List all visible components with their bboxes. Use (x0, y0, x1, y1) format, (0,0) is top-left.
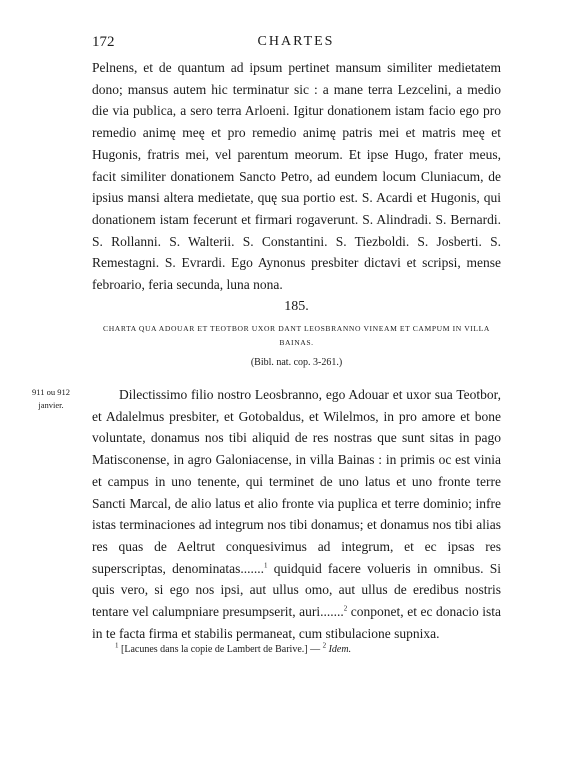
footnote-reference-1: 1 (263, 561, 268, 570)
footnote-1: [Lacunes dans la copie de Lambert de Barive.] — (121, 644, 321, 655)
footnote-mark-2: 2 (322, 641, 327, 650)
running-title: CHARTES (257, 34, 335, 49)
footnotes (115, 641, 501, 655)
charter-text-part-1: Dilectissimo filio nostro Leosbranno, ego Adouar et uxor sua Teotbor, et Adalelmus presbiter, et Gotobaldus, et Wilelmos, in pro amore et bone voluntate, donamus nos tibi aliquid de res nostras que sunt sitas in pago Matisconense, in agro Galoniacense, in villa Bainas : in primis oc est vinia et campus in uno tenente, qui terminet de uno latus et uno fronte terre Sancti Marcal, de alio latus et alio fronte via puplica et terre dominio; infre istas terminaciones ad integrum nos tibi donamus; et donamus nos tibi alias res quas de Aeltrut conquesivimus ad integrum, et ec ipsas res superscriptas, denominatas....... (92, 387, 501, 576)
page-header (92, 34, 500, 52)
charter-title: CHARTA QUA ADOUAR ET TEOTBOR UXOR DANT LEOSBRANNO VINEAM ET CAMPUM IN VILLA BAINAS. (103, 324, 490, 347)
charter-text-part-2: quidquid facere volueris in omnibus. Si quis vero, si ego nos ipsi, aut ullus omo, aut ullus de eredibus nostris tentare vel calumpniare presumpserit, auri....... (92, 560, 501, 620)
continued-charter-paragraph: Pelnens, et de quantum ad ipsum pertinet mansum similiter medietatem dono; mansus autem hic terminatur sic : a mane terra Lezcelini, a medio die via publica, a sero terra Arloeni. Igitur donationem istam facio ego pro remedio animę meę et pro remedio animę patris mei et matris meę et Hugonis, fratris mei, vel parentum meorum. Et ipse Hugo, frater meus, facit similiter donationem Sancto Petro, ad eundem locum Cluniacum, de ipsius mansi altera medietate, quę sua portio est. S. Acardi et Hugonis, qui donationem istam fecerunt et firmari rogaverunt. S. Alindradi. S. Bernardi. S. Rollanni. S. Walterii. S. Constantini. S. Tiezboldi. S. Josberti. S. Remestagni. S. Evrardi. Ego Aynonus presbiter dictavi et scripsi, mense febroario, feria secunda, luna nona. (92, 60, 501, 293)
footnote-2: Idem. (328, 644, 352, 655)
page-number: 172 (92, 34, 115, 50)
charter-text-part-3: conponet, et ec donacio ista in te facta firma et stabilis permaneat, cum stibulacione supnixa. (92, 604, 501, 641)
footnote-reference-2: 2 (343, 604, 348, 613)
charter-source: (Bibl. nat. cop. 3-261.) (250, 357, 343, 368)
charter-text-paragraph (92, 384, 501, 644)
margin-date-year: 911 ou 912 (32, 387, 70, 397)
margin-date-month: janvier. (38, 400, 64, 410)
footnote-mark-1: 1 (115, 641, 119, 650)
margin-date (22, 386, 80, 412)
charter-number: 185. (284, 299, 309, 314)
